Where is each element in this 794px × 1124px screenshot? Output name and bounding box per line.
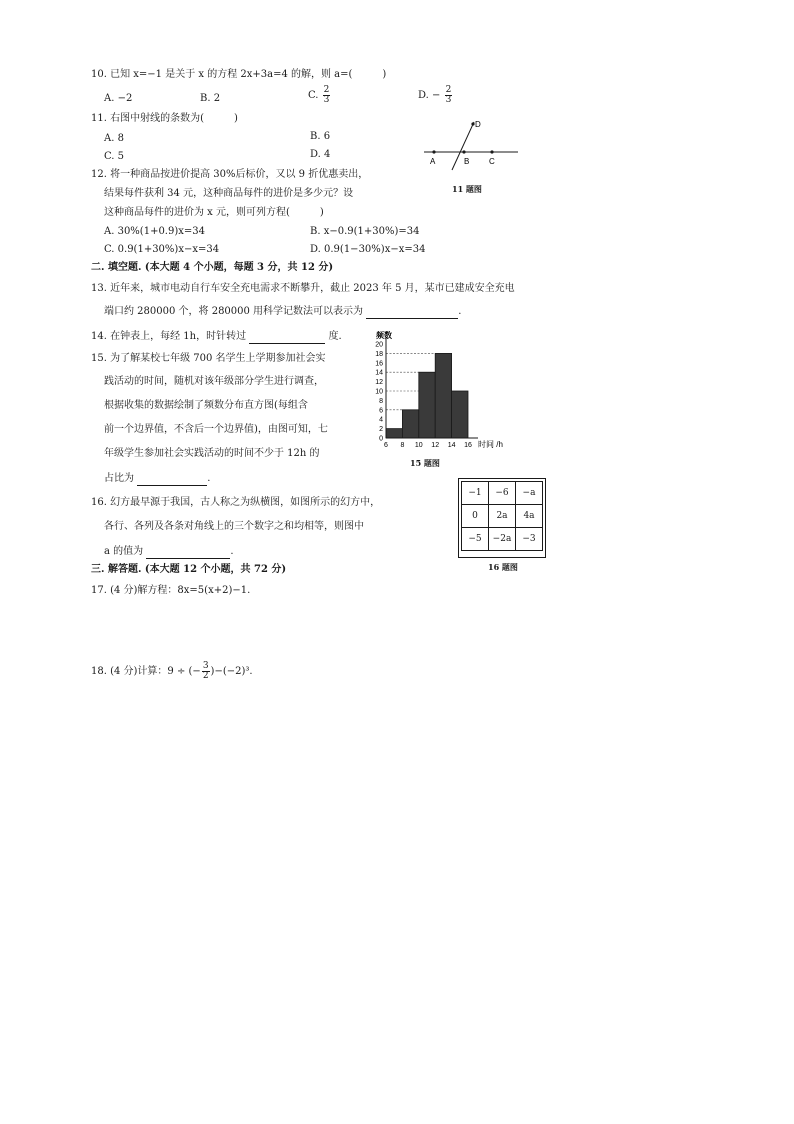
magic-cell-r3c3: −3 bbox=[516, 528, 543, 551]
q10-option-d-numerator: 2 bbox=[445, 85, 452, 95]
q15-end: . bbox=[207, 473, 211, 484]
histogram-y-tick-label: 4 bbox=[379, 416, 383, 424]
histogram-x-ticks bbox=[384, 442, 472, 449]
q11-ray-figure bbox=[418, 116, 522, 172]
q15-answer-blank[interactable] bbox=[137, 475, 207, 486]
histogram-y-tick-label: 18 bbox=[375, 350, 383, 358]
q12-line-1: 12. 将一种商品按进价提高 30%后标价，又以 9 折优惠卖出， bbox=[91, 169, 369, 180]
q10-option-b: B. 2 bbox=[200, 93, 221, 104]
q13-text: 端口约 280000 个，将 280000 用科学记数法可以表示为 bbox=[104, 306, 364, 317]
label-d: D bbox=[475, 120, 481, 129]
q12-option-d: D. 0.9(1−30%)x−x=34 bbox=[310, 244, 426, 255]
q14-line bbox=[91, 330, 342, 344]
q18-prefix: 18. (4 分)计算：9 ÷ (− bbox=[91, 666, 201, 677]
magic-cell-r2c1: 0 bbox=[462, 505, 489, 528]
histogram-y-tick-label: 2 bbox=[379, 426, 383, 434]
q10-option-c bbox=[308, 86, 331, 105]
q12-line-3: 这种商品每件的进价为 x 元，则可列方程( ) bbox=[104, 207, 324, 218]
histogram-y-tick-label: 14 bbox=[375, 369, 383, 377]
histogram-bar bbox=[419, 372, 435, 438]
q12-option-b: B. x−0.9(1+30%)=34 bbox=[310, 226, 420, 237]
histogram-y-tick-label: 0 bbox=[379, 435, 383, 443]
q11-option-b: B. 6 bbox=[310, 131, 331, 142]
histogram-x-tick-label: 6 bbox=[384, 442, 388, 449]
q11-stem: 11. 右图中射线的条数为( ) bbox=[91, 113, 238, 124]
q13-answer-blank[interactable] bbox=[366, 308, 458, 319]
histogram-y-tick-label: 10 bbox=[375, 388, 383, 396]
histogram-x-tick-label: 10 bbox=[414, 442, 423, 449]
q10-stem: 10. 已知 x=−1 是关于 x 的方程 2x+3a=4 的解，则 a=( ) bbox=[91, 69, 387, 80]
q10-option-c-numerator: 2 bbox=[323, 85, 330, 95]
histogram-bar bbox=[452, 391, 468, 438]
q10-option-d-prefix: D. − bbox=[418, 90, 441, 101]
q10-option-c-fraction bbox=[323, 86, 331, 105]
q10-option-a: A. −2 bbox=[104, 93, 133, 104]
histogram-y-label: 频数 bbox=[376, 331, 392, 340]
q15-histogram bbox=[360, 326, 520, 456]
magic-cell-r3c2: −2a bbox=[489, 528, 516, 551]
q18-suffix: )−(−2)³. bbox=[210, 666, 253, 677]
histogram-y-tick-label: 6 bbox=[379, 407, 383, 415]
histogram-bar bbox=[402, 410, 418, 438]
histogram-y-tick-label: 20 bbox=[375, 341, 383, 349]
q16-end: . bbox=[230, 546, 234, 557]
q12-option-c: C. 0.9(1+30%)x−x=34 bbox=[104, 244, 220, 255]
line-through-d bbox=[452, 122, 474, 170]
section-3-heading: 三. 解答题. (本大题 12 个小题，共 72 分) bbox=[91, 564, 287, 575]
histogram-y-ticks bbox=[375, 342, 383, 443]
q14-answer-blank[interactable] bbox=[249, 333, 325, 344]
histogram-y-tick-label: 12 bbox=[375, 379, 383, 387]
q16-text: a 的值为 bbox=[104, 546, 144, 557]
section-2-heading: 二. 填空题. (本大题 4 个小题，每题 3 分，共 12 分) bbox=[91, 262, 334, 273]
q13-line-2 bbox=[104, 305, 461, 319]
magic-cell-r2c2: 2a bbox=[489, 505, 516, 528]
q17: 17. (4 分)解方程：8x=5(x+2)−1. bbox=[91, 585, 251, 596]
q16-line-3 bbox=[104, 545, 234, 559]
label-c: C bbox=[489, 157, 495, 166]
q16-line-1: 16. 幻方最早源于我国，古人称之为纵横图，如图所示的幻方中， bbox=[91, 497, 381, 508]
q15-line-2: 践活动的时间，随机对该年级部分学生进行调查， bbox=[104, 376, 324, 387]
histogram-x-tick-label: 12 bbox=[431, 442, 440, 449]
q15-line-1: 15. 为了解某校七年级 700 名学生上学期参加社会实 bbox=[91, 353, 326, 364]
q16-answer-blank[interactable] bbox=[146, 548, 230, 559]
q10-option-d-denominator: 3 bbox=[445, 95, 452, 105]
histogram-bar bbox=[435, 353, 451, 438]
q16-line-2: 各行、各列及各条对角线上的三个数字之和均相等，则图中 bbox=[104, 521, 364, 532]
q10-option-d-fraction bbox=[445, 86, 453, 105]
q15-line-6 bbox=[104, 472, 210, 486]
q11-option-a: A. 8 bbox=[104, 133, 124, 144]
q15-text: 占比为 bbox=[104, 473, 134, 484]
point-a bbox=[432, 150, 435, 153]
magic-cell-r1c2: −6 bbox=[489, 482, 516, 505]
magic-cell-r1c3: −a bbox=[516, 482, 543, 505]
q15-caption: 15 题图 bbox=[410, 458, 440, 468]
q18-numerator: 3 bbox=[202, 661, 209, 671]
histogram-x-tick-label: 16 bbox=[464, 442, 472, 449]
q11-option-c: C. 5 bbox=[104, 151, 125, 162]
magic-cell-r3c1: −5 bbox=[462, 528, 489, 551]
point-b bbox=[462, 150, 465, 153]
q15-line-3: 根据收集的数据绘制了频数分布直方图(每组含 bbox=[104, 400, 308, 411]
magic-cell-r2c3: 4a bbox=[516, 505, 543, 528]
q14-end: 度. bbox=[328, 331, 342, 342]
q10-option-c-prefix: C. bbox=[308, 90, 319, 101]
histogram-y-tick-label: 16 bbox=[375, 360, 383, 368]
histogram-x-tick-label: 8 bbox=[400, 442, 405, 449]
q10-option-c-denominator: 3 bbox=[323, 95, 330, 105]
q12-line-2: 结果每件获利 34 元，这种商品每件的进价是多少元？设 bbox=[104, 188, 354, 199]
magic-square bbox=[461, 481, 543, 551]
q11-option-d: D. 4 bbox=[310, 149, 331, 160]
q16-caption: 16 题图 bbox=[488, 562, 518, 572]
q18-fraction bbox=[202, 662, 210, 681]
q13-line-1: 13. 近年来，城市电动自行车安全充电需求不断攀升，截止 2023 年 5 月，某市已建成安全充电 bbox=[91, 283, 515, 294]
q15-line-5: 年级学生参加社会实践活动的时间不少于 12h 的 bbox=[104, 448, 320, 459]
q10-option-d bbox=[418, 86, 453, 105]
q18 bbox=[91, 662, 253, 681]
q13-end: . bbox=[458, 306, 462, 317]
histogram-x-tick-label: 14 bbox=[447, 442, 456, 449]
q14-text: 14. 在钟表上，每经 1h，时针转过 bbox=[91, 331, 247, 342]
point-c bbox=[490, 150, 493, 153]
histogram-x-label: 时间 /h bbox=[478, 440, 503, 449]
magic-cell-r1c1: −1 bbox=[462, 482, 489, 505]
label-a: A bbox=[430, 157, 436, 166]
label-b: B bbox=[464, 157, 470, 166]
q11-caption: 11 题图 bbox=[452, 184, 482, 194]
q12-option-a: A. 30%(1+0.9)x=34 bbox=[104, 226, 205, 237]
q18-denominator: 2 bbox=[202, 671, 209, 681]
histogram-bars bbox=[386, 353, 468, 438]
q15-line-4: 前一个边界值，不含后一个边界值)，由图可知，七 bbox=[104, 424, 328, 435]
histogram-bar bbox=[386, 429, 402, 438]
histogram-y-tick-label: 8 bbox=[379, 397, 383, 405]
